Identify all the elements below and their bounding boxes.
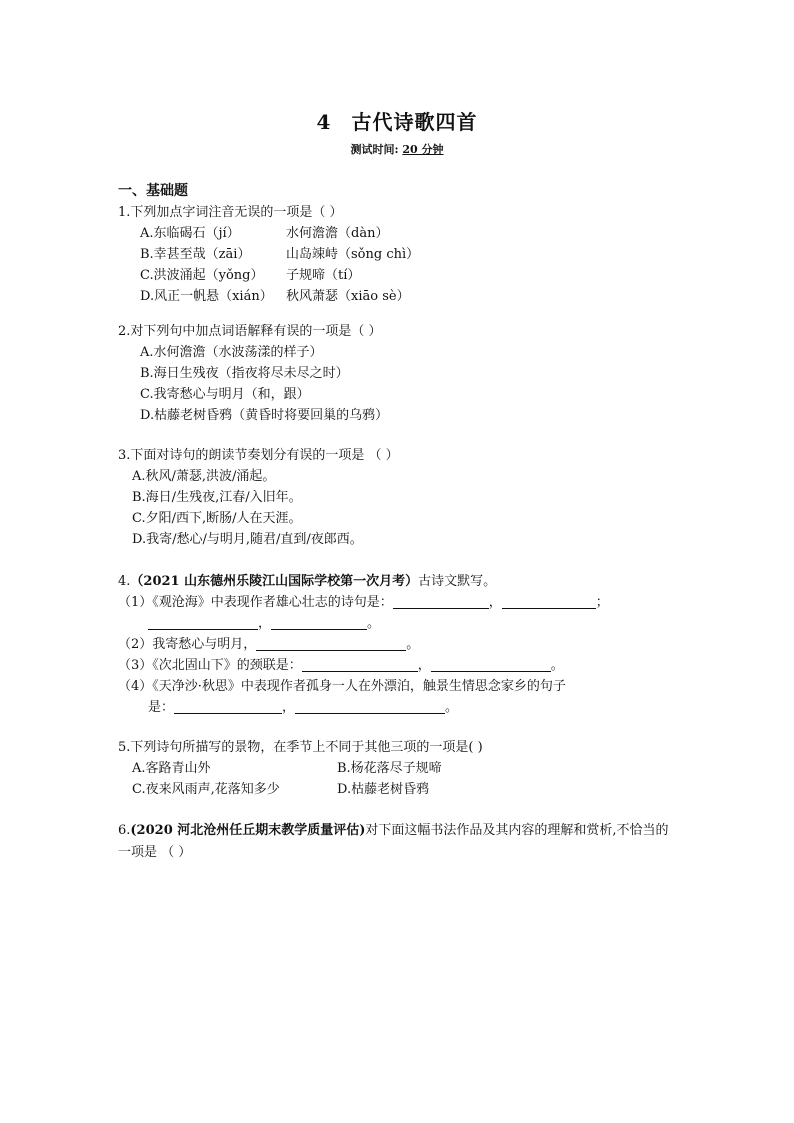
q4-item-1b-sep: ， [258,616,272,631]
section-basic [118,181,698,307]
q3-option-b: B.海日/生残夜,江春/入旧年。 [132,490,302,505]
q1-option-c-left: C.洪波涌起（yǒng） [140,268,264,283]
answer-blank[interactable] [431,657,551,672]
q1-option-b-left: B.幸甚至哉（zāi） [140,247,251,262]
question-6 [118,820,680,864]
q4-item-2-text: （2）我寄愁心与明月， [118,637,257,652]
q2-stem: 2.对下列句中加点词语解释有误的一项是（ ） [118,324,382,339]
q1-option-a-left: A.东临碣石（jí） [140,226,240,241]
q4-item-1-sep: ， [488,595,502,610]
q4-item-3-text: （3）《次北固山下》的颈联是： [118,658,302,673]
q1-option-a [118,223,698,244]
q5-option-b: B.杨花落尽子规啼 [337,761,442,776]
q1-option-a-right: 水何澹澹（dàn） [286,226,389,241]
answer-blank[interactable] [148,615,258,630]
q4-item-4b-sep: ， [282,700,296,715]
q6-stem: 对下面这幅书法作品及其内容的理解和赏析,不恰当的一项是 （ ） [118,823,669,860]
q4-item-1-cont [118,613,698,634]
question-3 [118,445,698,550]
q2-option-d: D.枯藤老树昏鸦（黄昏时将要回巢的乌鸦） [140,408,389,423]
q4-item-1-text: （1）《观沧海》中表现作者雄心壮志的诗句是： [118,595,393,610]
q3-option-a: A.秋风/萧瑟,洪波/涌起。 [132,469,276,484]
q1-option-b [118,244,698,265]
q1-option-b-right: 山岛竦峙（sǒng chì） [286,247,420,262]
lesson-title-text: 古代诗歌四首 [351,110,478,134]
q5-options-row-2 [118,779,698,800]
q4-item-1 [118,592,698,613]
q4-stem [118,571,698,592]
q3-option-c: C.夕阳/西下,断肠/人在天涯。 [132,511,302,526]
q4-stem-tail: 古诗文默写。 [418,574,497,589]
q5-option-c: C.夜来风雨声,花落知多少 [132,782,280,797]
test-time [0,141,794,157]
q4-item-1b-end: 。 [367,616,381,631]
q5-options-row-1 [118,758,698,779]
question-2 [118,321,698,426]
q2-option-b: B.海日生残夜（指夜将尽未尽之时） [140,366,349,381]
answer-blank[interactable] [256,636,406,651]
q1-option-c [118,265,698,286]
answer-blank[interactable] [295,699,445,714]
answer-blank[interactable] [174,699,282,714]
q5-stem: 5.下列诗句所描写的景物，在季节上不同于其他三项的一项是( ) [118,740,483,755]
q4-item-4-cont [118,697,698,718]
q4-item-3-end: 。 [550,658,564,673]
q6-number: 6. [118,823,131,838]
q5-option-d: D.枯藤老树昏鸦 [337,782,430,797]
answer-blank[interactable] [302,657,418,672]
q4-item-4b-end: 。 [445,700,459,715]
q2-option-a: A.水何澹澹（水波荡漾的样子） [140,345,323,360]
question-5 [118,737,698,800]
lesson-title [0,106,794,135]
section-heading: 一、基础题 [118,183,188,199]
test-time-label: 测试时间: [350,143,399,156]
q6-source: (2020 河北沧州任丘期末教学质量评估) [130,823,366,838]
q1-option-d-right: 秋风萧瑟（xiāo sè） [286,289,410,304]
q1-option-d [118,286,698,307]
q3-stem: 3.下面对诗句的朗读节奏划分有误的一项是 （ ） [118,448,399,463]
q4-item-2-end: 。 [406,637,420,652]
q1-stem: 1.下列加点字词注音无误的一项是（ ） [118,205,343,220]
q2-option-c: C.我寄愁心与明月（和，跟） [140,387,310,402]
question-4 [118,571,698,718]
q4-source: （2021 山东德州乐陵江山国际学校第一次月考） [130,574,419,589]
lesson-number: 4 [316,110,332,134]
q4-item-4b-text: 是： [148,700,175,715]
q4-item-3 [118,655,698,676]
test-time-value: 20 分钟 [402,143,444,156]
q1-option-c-right: 子规啼（tí） [286,268,361,283]
q4-item-4: （4）《天净沙·秋思》中表现作者孤身一人在外漂泊，触景生情思念家乡的句子 [118,679,566,694]
q1-option-d-left: D.风正一帆悬（xián） [140,289,273,304]
answer-blank[interactable] [393,594,489,609]
q4-item-2 [118,634,698,655]
answer-blank[interactable] [271,615,367,630]
q3-option-d: D.我寄/愁心/与明月,随君/直到/夜郎西。 [132,532,363,547]
answer-blank[interactable] [502,594,596,609]
q4-item-1-end: ； [595,595,609,610]
q4-item-3-sep: ， [417,658,431,673]
q4-number: 4. [118,574,131,589]
q5-option-a: A.客路青山外 [132,761,211,776]
